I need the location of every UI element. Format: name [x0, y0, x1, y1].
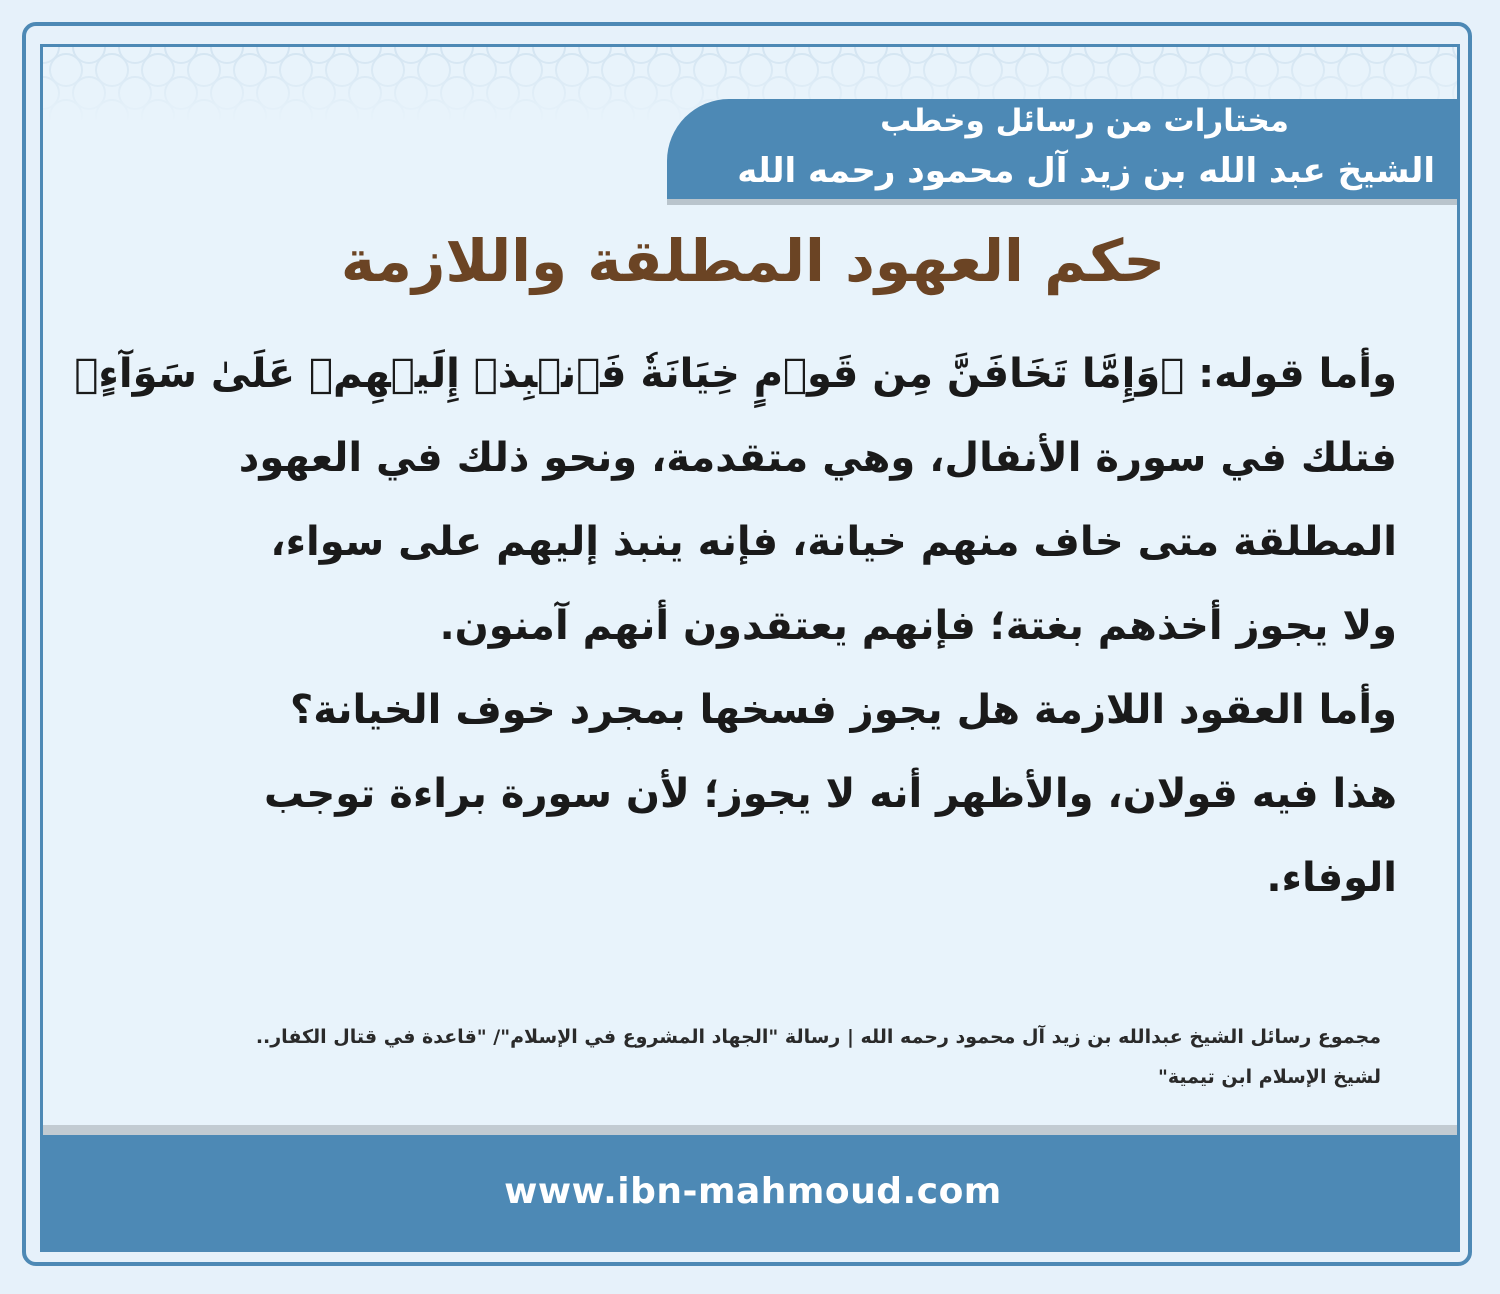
footer-divider [43, 1125, 1460, 1135]
body-line: هذا فيه قولان، والأظهر أنه لا يجوز؛ لأن سورة براءة توجب [264, 771, 1397, 817]
body-line: المطلقة متى خاف منهم خيانة، فإنه ينبذ إليهم على سواء، [270, 519, 1397, 565]
source-footnote [101, 1017, 1381, 1097]
body-line: فتلك في سورة الأنفال، وهي متقدمة، ونحو ذلك في العهود [238, 435, 1397, 481]
body-text [74, 332, 1397, 920]
body-line: وأما العقود اللازمة هل يجوز فسخها بمجرد خوف الخيانة؟ [290, 687, 1397, 733]
footnote-line: مجموع رسائل الشيخ عبدالله بن زيد آل محمود رحمه الله | رسالة "الجهاد المشروع في الإسلام"/ "قاعدة في قتال الكفار.. [255, 1026, 1381, 1048]
page-title: حكم العهود المطلقة واللازمة [340, 227, 1166, 295]
header-series-title: مختارات من رسائل وخطب [880, 103, 1289, 139]
body-line: ولا يجوز أخذهم بغتة؛ فإنهم يعتقدون أنهم آمنون. [439, 603, 1397, 649]
body-line: وأما قوله: ﴿وَإِمَّا تَخَافَنَّ مِن قَوۡمٍ خِيَانَةٗ فَٱنۢبِذۡ إِلَيۡهِمۡ عَلَىٰ سَوَآءٍ﴾ [74, 351, 1397, 397]
footnote-line: لشيخ الإسلام ابن تيمية" [1157, 1066, 1381, 1088]
header-author-name: الشيخ عبد الله بن زيد آل محمود رحمه الله [737, 151, 1435, 191]
footer-website-link[interactable]: www.ibn-mahmoud.com [504, 1171, 1002, 1212]
card [40, 44, 1460, 1252]
body-line: الوفاء. [1266, 855, 1397, 901]
